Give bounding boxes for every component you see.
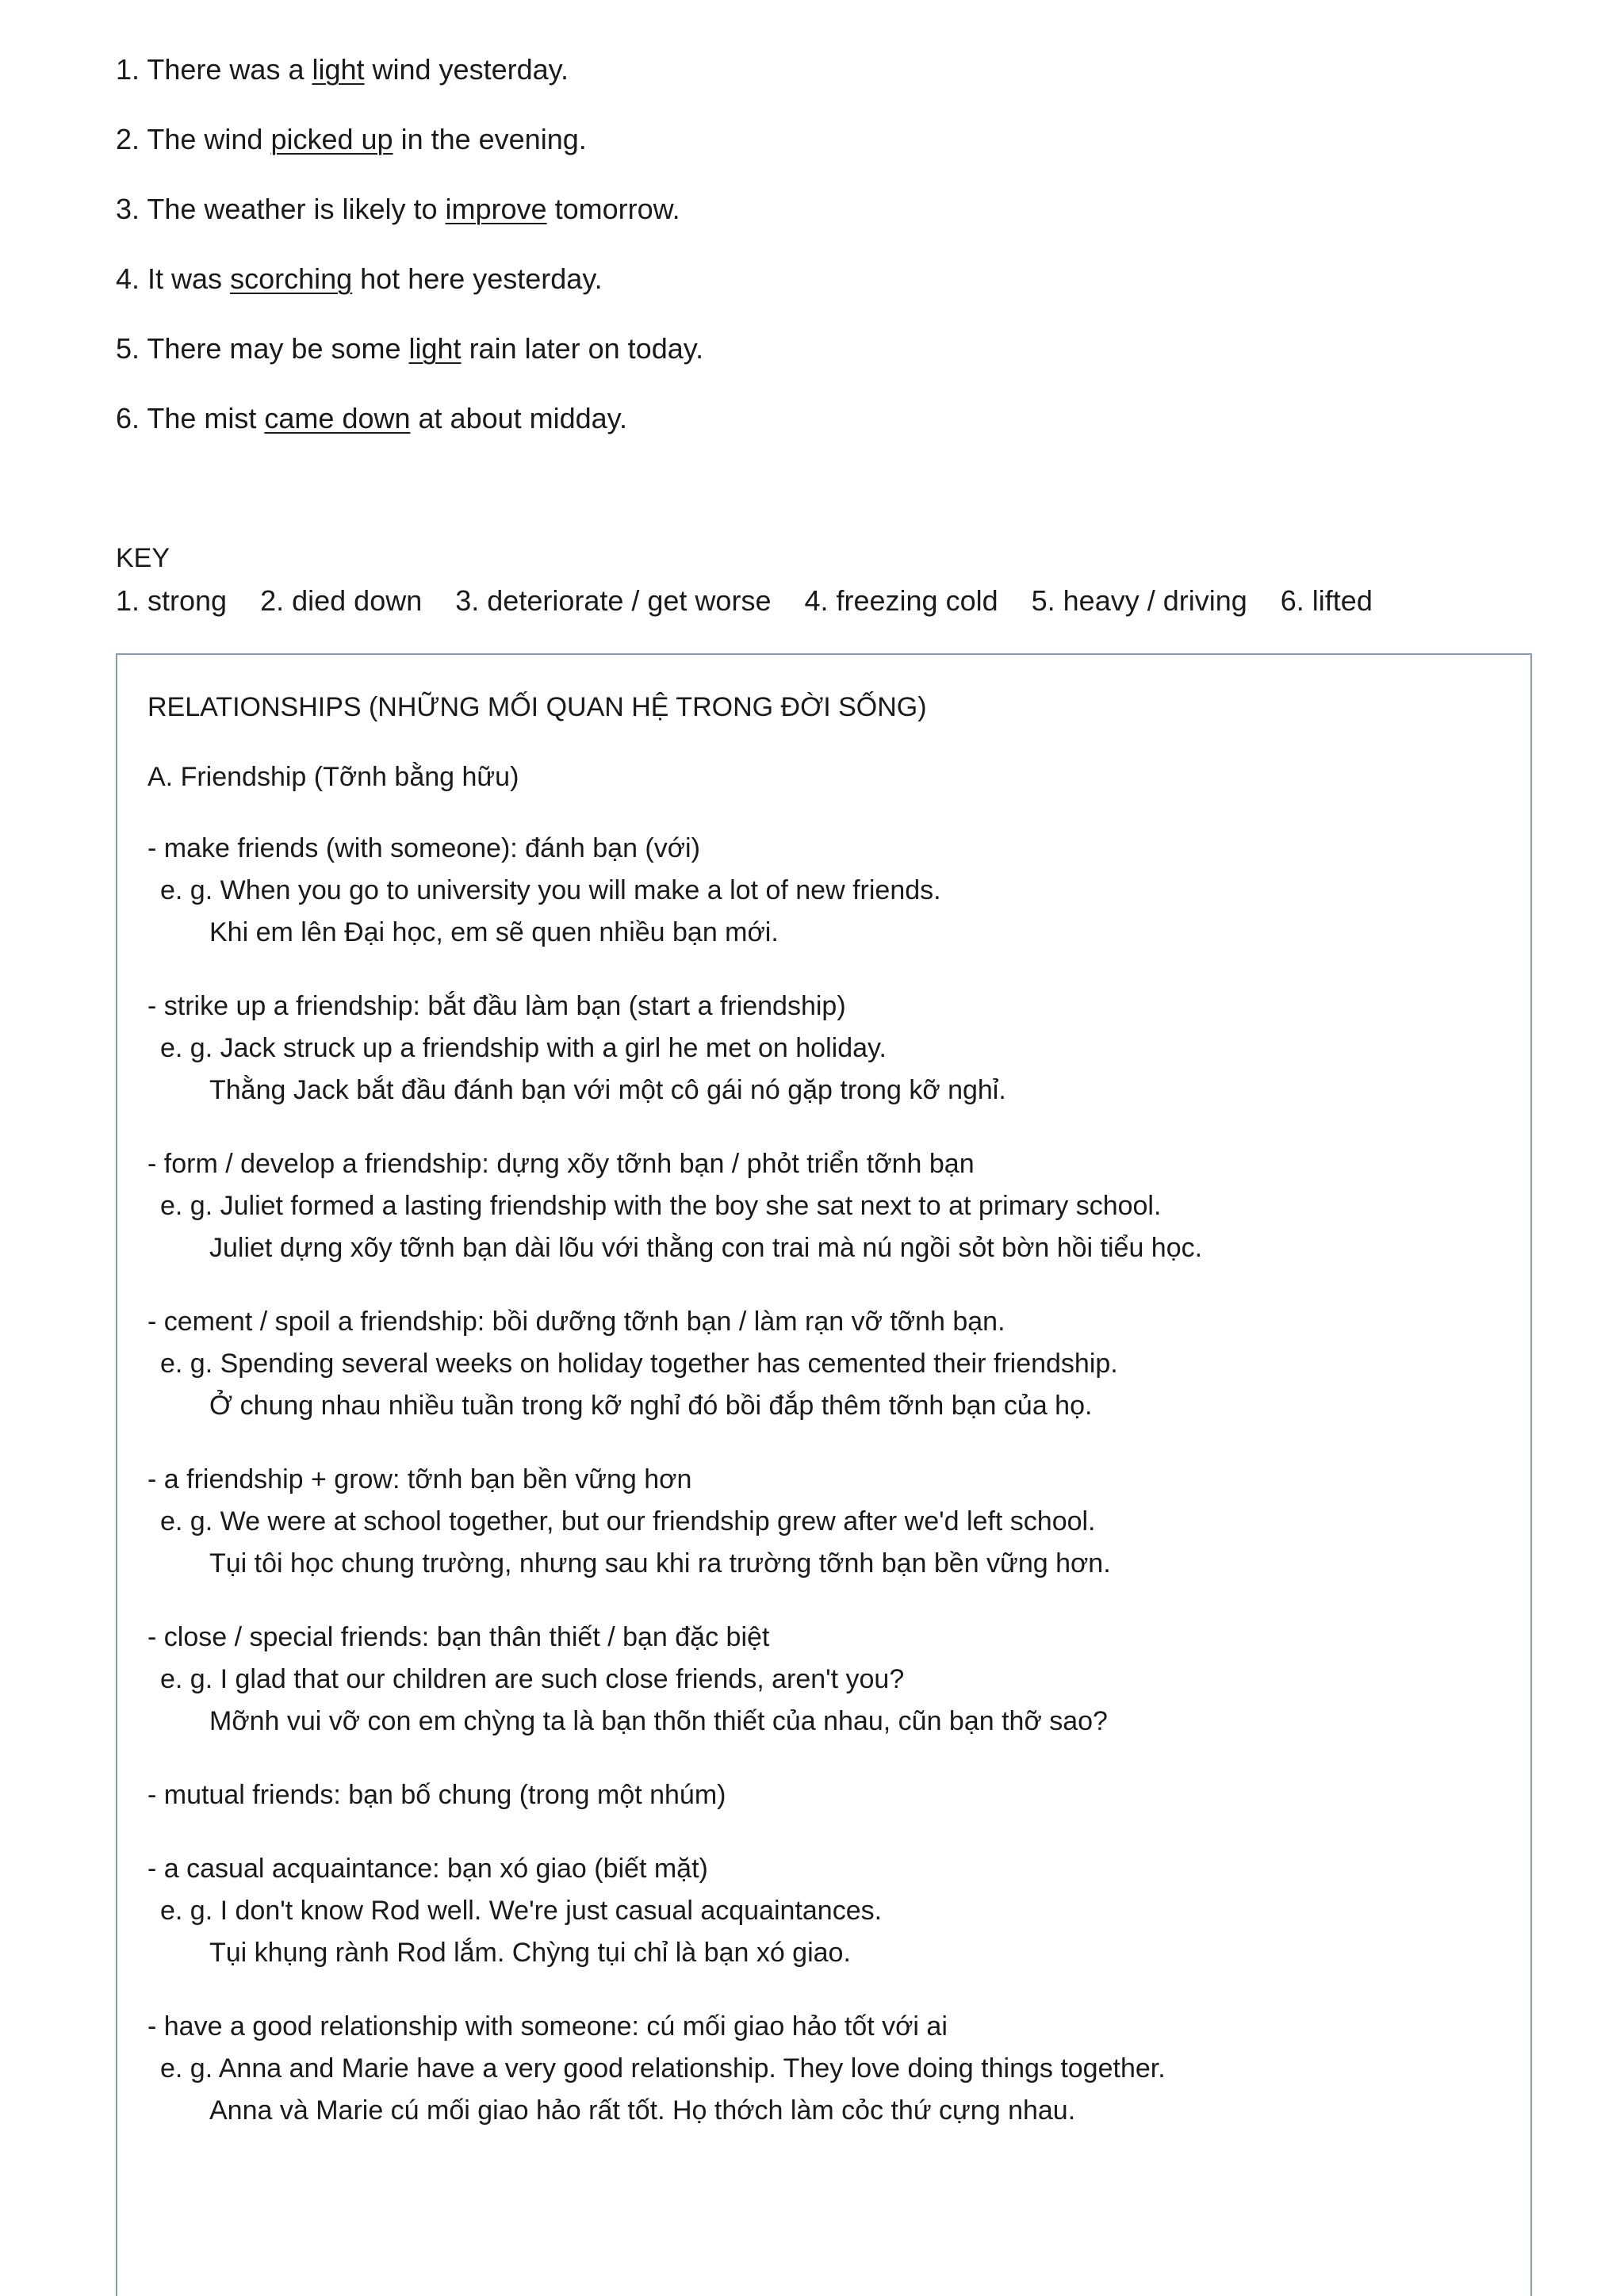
vocab-example: e. g. I don't know Rod well. We're just casual acquaintances. (160, 1896, 883, 1926)
vocab-translation: Juliet dựng xõy tỡnh bạn dài lõu với thằng con trai mà nú ngồi sỏt bờn hồi tiểu học. (209, 1233, 1203, 1263)
vocab-translation: Anna và Marie cú mối giao hảo rất tốt. Họ thớch làm cỏc thứ cựng nhau. (209, 2095, 1076, 2126)
vocab-term: - close / special friends: bạn thân thiết / bạn đặc biệt (147, 1622, 770, 1652)
vocab-term: - have a good relationship with someone: cú mối giao hảo tốt với ai (147, 2011, 948, 2042)
exercise-text: tomorrow. (546, 193, 680, 225)
vocab-term: - form / develop a friendship: dựng xõy tỡnh bạn / phỏt triển tỡnh bạn (147, 1149, 975, 1179)
exercise-text: 1. There was a (116, 53, 312, 86)
exercise-text: rain later on today. (461, 332, 704, 365)
vocab-entry (147, 828, 1496, 954)
vocab-translation: Tụi khụng rành Rod lắm. Chỳng tụi chỉ là bạn xó giao. (209, 1938, 851, 1968)
vocab-example: e. g. I glad that our children are such close friends, aren't you? (160, 1664, 905, 1694)
vocab-translation: Ở chung nhau nhiều tuần trong kỡ nghỉ đó bồi đắp thêm tỡnh bạn của họ. (209, 1391, 1093, 1421)
vocab-translation: Mỡnh vui vỡ con em chỳng ta là bạn thõn thiết của nhau, cũn bạn thỡ sao? (209, 1706, 1108, 1736)
vocab-example: e. g. Spending several weeks on holiday together has cemented their friendship. (160, 1349, 1118, 1379)
vocab-entry (147, 1143, 1496, 1269)
exercise-text: 3. The weather is likely to (116, 193, 446, 225)
vocab-translation: Khi em lên Đại học, em sẽ quen nhiều bạn mới. (209, 917, 779, 947)
underlined-word: came down (264, 402, 411, 434)
vocab-entry (147, 1848, 1496, 1974)
exercise-list (116, 51, 1511, 469)
key-answers (116, 580, 1527, 622)
exercise-item-6 (116, 400, 1511, 438)
exercise-item-1 (116, 51, 1511, 89)
key-answer-6: 6. lifted (1280, 584, 1373, 617)
key-answer-2: 2. died down (260, 584, 423, 617)
key-answer-3: 3. deteriorate / get worse (455, 584, 772, 617)
underlined-word: improve (445, 193, 547, 225)
vocab-example: e. g. Juliet formed a lasting friendship with the boy she sat next to at primary school. (160, 1191, 1162, 1221)
vocab-term: - mutual friends: bạn bố chung (trong một nhúm) (147, 1780, 726, 1810)
relationships-content (147, 688, 1496, 2164)
answer-key (116, 541, 1527, 622)
vocab-term: - strike up a friendship: bắt đầu làm bạn (start a friendship) (147, 991, 846, 1021)
underlined-word: light (408, 332, 462, 365)
exercise-item-4 (116, 260, 1511, 298)
exercise-text: 2. The wind (116, 123, 271, 155)
underlined-word: scorching (230, 262, 353, 295)
vocab-entry (147, 1617, 1496, 1743)
exercise-text: in the evening. (393, 123, 587, 155)
vocab-term: - a casual acquaintance: bạn xó giao (biết mặt) (147, 1854, 708, 1884)
exercise-item-5 (116, 330, 1511, 368)
vocab-translation: Tụi tôi học chung trường, nhưng sau khi ra trường tỡnh bạn bền vững hơn. (209, 1548, 1111, 1578)
vocab-term: - cement / spoil a friendship: bồi dưỡng tỡnh bạn / làm rạn vỡ tỡnh bạn. (147, 1307, 1005, 1337)
exercise-text: 5. There may be some (116, 332, 409, 365)
exercise-item-3 (116, 190, 1511, 228)
exercise-text: 4. It was (116, 262, 231, 295)
exercise-text: hot here yesterday. (352, 262, 603, 295)
vocab-example: e. g. Anna and Marie have a very good relationship. They love doing things together. (160, 2053, 1166, 2084)
underlined-word: light (312, 53, 365, 86)
vocab-example: e. g. Jack struck up a friendship with a girl he met on holiday. (160, 1033, 887, 1063)
key-answer-1: 1. strong (116, 584, 228, 617)
relationships-box (116, 653, 1532, 2296)
vocab-example: e. g. When you go to university you will make a lot of new friends. (160, 875, 941, 905)
vocab-term: - make friends (with someone): đánh bạn (với) (147, 833, 700, 863)
vocab-translation: Thằng Jack bắt đầu đánh bạn với một cô gái nó gặp trong kỡ nghỉ. (209, 1075, 1006, 1105)
exercise-text: at about midday. (410, 402, 628, 434)
vocab-entry (147, 1774, 1496, 1816)
exercise-text: 6. The mist (116, 402, 265, 434)
key-answer-5: 5. heavy / driving (1031, 584, 1247, 617)
vocab-entry (147, 1301, 1496, 1427)
vocab-entry (147, 2006, 1496, 2132)
section-heading: A. Friendship (Tỡnh bằng hữu) (147, 762, 519, 792)
key-title: KEY (116, 543, 170, 573)
exercise-item-2 (116, 121, 1511, 159)
underlined-word: picked up (270, 123, 393, 155)
vocab-entry (147, 1459, 1496, 1585)
relationships-title: RELATIONSHIPS (NHỮNG MỐI QUAN HỆ TRONG ĐỜI SỐNG) (147, 692, 927, 722)
vocab-entry (147, 985, 1496, 1112)
vocab-example: e. g. We were at school together, but our friendship grew after we'd left school. (160, 1506, 1096, 1536)
key-answer-4: 4. freezing cold (804, 584, 998, 617)
exercise-text: wind yesterday. (364, 53, 569, 86)
vocab-term: - a friendship + grow: tỡnh bạn bền vững hơn (147, 1464, 692, 1494)
